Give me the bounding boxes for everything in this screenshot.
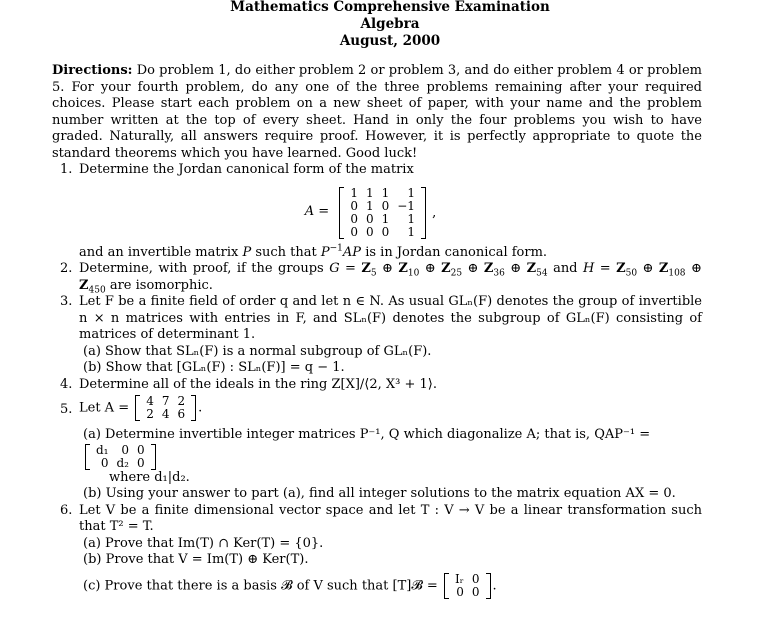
matrix-cell: 6	[177, 407, 186, 421]
group-g: $G = Z_5$ ⊕ $Z_{10}$ ⊕ $Z_{25}$ ⊕ $Z_{36}$ ⊕ $Z_{54}$	[329, 261, 548, 279]
problem-6-part-a: (a) Prove that Im(T) ∩ Ker(T) = {0}.	[83, 535, 324, 551]
problem-3-text: Let F be a finite field of order q and let n ∈ N. As usual GLₙ(F) denotes the group of invertible n × n matrices with entries in F, and SLₙ(F) denotes the subgroup of GLₙ(F) consisting of matrices of determinant 1.	[79, 294, 702, 342]
matrix-cell: 1	[381, 211, 390, 226]
exam-title: Mathematics Comprehensive Examination	[230, 0, 550, 15]
matrix-cell: 1	[407, 211, 415, 226]
matrix-cell: 0	[350, 224, 358, 239]
matrix-cell: 1	[365, 198, 374, 213]
problem-number: 6.	[60, 502, 73, 518]
matrix-cell: 0	[456, 584, 464, 599]
matrix-block	[444, 573, 491, 599]
matrix-cell: 1	[381, 185, 390, 200]
problem-1-outro: and an invertible matrix P such that $P^{-1}AP$ is in Jordan canonical form.	[79, 243, 548, 260]
problem-5	[52, 395, 702, 503]
problem-number: 1.	[60, 162, 73, 177]
problem-3	[52, 294, 702, 377]
problem-6	[52, 503, 702, 599]
matrix-comma: ,	[432, 205, 437, 220]
problem-number: 4.	[60, 376, 73, 392]
matrix-cell: 2	[146, 407, 154, 421]
matrix-cell: 1	[365, 185, 374, 200]
bracket-left	[135, 395, 140, 421]
matrix-cell: 0	[365, 211, 374, 226]
problem-number: 5.	[60, 402, 73, 417]
matrix-a-label: A =	[304, 204, 330, 220]
outro-text: and an invertible matrix	[79, 244, 239, 260]
matrix-cell: −1	[397, 198, 415, 213]
matrix-diag	[85, 444, 156, 470]
problem-5-part-a	[79, 427, 702, 470]
problem-6-part-b: (b) Prove that V = Im(T) ⊕ Ker(T).	[83, 552, 309, 567]
matrix-a	[339, 187, 426, 239]
matrix-cell: 0	[121, 442, 129, 457]
bracket-right	[421, 187, 426, 239]
problem-4	[52, 377, 702, 394]
matrix-cell: 4	[161, 407, 170, 421]
matrix-cell: 7	[161, 394, 170, 408]
bracket-right	[191, 395, 196, 421]
matrix-cell: 1	[407, 185, 415, 200]
matrix-cell: 2	[177, 394, 186, 408]
problem-5-where: where d₁|d₂.	[109, 469, 190, 485]
matrix-cell: Iᵣ	[454, 571, 464, 586]
problem-5-statement	[79, 395, 702, 421]
problem-2-text-a: Determine, with proof, if the groups	[79, 261, 324, 276]
problem-6-part-c	[79, 573, 702, 599]
matrix-cell: 0	[381, 224, 390, 239]
directions-label: Directions:	[52, 63, 133, 78]
problem-6-part-c-text: (c) Prove that there is a basis 𝓑 of V such that [T]𝓑 =	[83, 578, 438, 593]
problem-5-part-a-text: (a) Determine invertible integer matrices P⁻¹, Q which diagonalize A; that is, QAP⁻¹ =	[83, 427, 651, 442]
problem-3-part-b: (b) Show that [GLₙ(F) : SLₙ(F)] = q − 1.	[83, 360, 345, 375]
group-h: $H = Z_{50}$ ⊕ $Z_{108}$ ⊕ $Z_{450}$	[79, 261, 702, 296]
problem-4-text: Determine all of the ideals in the ring Z[X]/⟨2, X³ + 1⟩.	[79, 376, 438, 392]
exam-date: August, 2000	[339, 33, 441, 49]
problem-3-part-a: (a) Show that SLₙ(F) is a normal subgroup of GLₙ(F).	[83, 343, 432, 359]
matrix-cell: 0	[381, 198, 390, 213]
matrix-cell: 0	[100, 455, 109, 470]
problem-5-part-b: (b) Using your answer to part (a), find all integer solutions to the matrix equation AX = 0.	[83, 486, 676, 501]
outro-text: such that	[255, 244, 317, 260]
matrix-cell: 4	[146, 394, 154, 408]
bracket-right	[151, 444, 156, 470]
bracket-right	[486, 573, 491, 599]
problem-2	[52, 261, 702, 294]
outro-text: is in Jordan canonical form.	[365, 244, 548, 260]
matrix-cell: 1	[350, 185, 358, 200]
matrix-cell: 0	[471, 584, 480, 599]
problem-1-intro: Determine the Jordan canonical form of the matrix	[79, 162, 414, 177]
matrix-a-display	[79, 187, 702, 239]
problem-5-text: Let A =	[79, 400, 130, 416]
matrix-cell: 0	[365, 224, 374, 239]
problem-6-text: Let V be a finite dimensional vector space and let T : V → V be a linear transformation such that T² = T.	[79, 502, 702, 534]
problem-1	[52, 162, 702, 261]
directions-text: Do problem 1, do either problem 2 or problem 3, and do either problem 4 or problem 5. For your fourth problem, do any one of the three problems remaining after your required choices. Please start each problem on a new sheet of paper, with your name and the problem number written at the top of every sheet. Hand in only the four problems you wish to have graded. Naturally, all answers require proof. However, it is perfectly appropriate to quote the standard theorems which you have learned. Good luck!	[52, 63, 702, 161]
matrix-cell: 0	[137, 455, 145, 470]
exam-header	[0, 0, 780, 50]
matrix-a-5	[135, 395, 196, 421]
matrix-cell: 0	[471, 571, 480, 586]
matrix-cell: 0	[350, 198, 358, 213]
exam-subject: Algebra	[360, 16, 420, 32]
matrix-cell: d₂	[116, 455, 129, 470]
matrix-cell: 0	[137, 442, 145, 457]
directions-paragraph	[52, 63, 702, 162]
matrix-period: .	[198, 400, 203, 416]
problem-number: 2.	[60, 261, 73, 276]
matrix-cell: 0	[350, 211, 358, 226]
matrix-cell: d₁	[96, 442, 109, 457]
bracket-left	[339, 187, 344, 239]
bracket-left	[85, 444, 90, 470]
matrix-cell: 1	[407, 224, 415, 239]
bracket-left	[444, 573, 449, 599]
matrix-period: .	[492, 578, 497, 593]
problem-list	[52, 162, 702, 599]
problem-number: 3.	[60, 294, 73, 309]
problem-2-text-b: and	[553, 261, 578, 276]
problem-2-text-c: are isomorphic.	[109, 277, 213, 293]
